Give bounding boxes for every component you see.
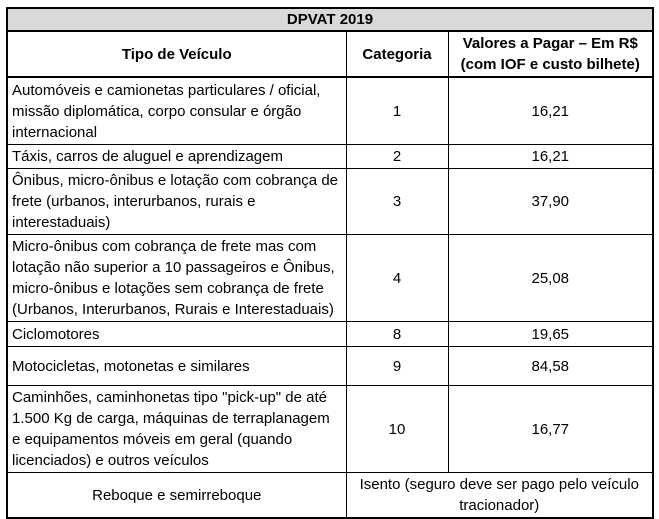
category-cell: 2 xyxy=(346,145,448,169)
category-cell: 4 xyxy=(346,235,448,322)
table-row-onibus xyxy=(7,169,653,235)
vehicle-type-cell: Táxis, carros de aluguel e aprendizagem xyxy=(7,145,346,169)
value-cell: 84,58 xyxy=(448,347,653,386)
column-header-categoria: Categoria xyxy=(346,31,448,77)
category-cell: 1 xyxy=(346,77,448,145)
vehicle-type-cell: Caminhões, caminhonetas tipo "pick-up" de até 1.500 Kg de carga, máquinas de terraplanagem e equipamentos móveis em geral (quando licenciados) e outros veículos xyxy=(7,386,346,473)
vehicle-type-cell: Ônibus, micro-ônibus e lotação com cobrança de frete (urbanos, interurbanos, rurais e interestaduais) xyxy=(7,169,346,235)
category-cell: 9 xyxy=(346,347,448,386)
table-header-row xyxy=(7,31,653,77)
vehicle-type-cell: Automóveis e camionetas particulares / oficial, missão diplomática, corpo consular e órgão internacional xyxy=(7,77,346,145)
table-row-ciclomotores xyxy=(7,322,653,347)
table-row-reboque xyxy=(7,473,653,519)
table-row-automoveis xyxy=(7,77,653,145)
table-row-micro-onibus xyxy=(7,235,653,322)
category-cell: 10 xyxy=(346,386,448,473)
vehicle-type-cell: Micro-ônibus com cobrança de frete mas com lotação não superior a 10 passageiros e Ônibus, micro-ônibus e lotações sem cobrança de frete (Urbanos, Interurbanos, Rurais e Interestaduais) xyxy=(7,235,346,322)
table-title-row xyxy=(7,8,653,31)
table-title: DPVAT 2019 xyxy=(7,8,653,31)
value-cell: 25,08 xyxy=(448,235,653,322)
column-header-valores: Valores a Pagar – Em R$ (com IOF e custo bilhete) xyxy=(448,31,653,77)
category-cell: 8 xyxy=(346,322,448,347)
category-cell: 3 xyxy=(346,169,448,235)
value-cell: 16,21 xyxy=(448,77,653,145)
value-cell: 19,65 xyxy=(448,322,653,347)
vehicle-type-cell: Ciclomotores xyxy=(7,322,346,347)
table-row-taxis xyxy=(7,145,653,169)
table-row-motocicletas xyxy=(7,347,653,386)
value-cell: 16,77 xyxy=(448,386,653,473)
value-cell: 16,21 xyxy=(448,145,653,169)
vehicle-type-cell: Reboque e semirreboque xyxy=(7,473,346,519)
table-row-caminhoes xyxy=(7,386,653,473)
dpvat-2019-table xyxy=(6,7,654,519)
column-header-tipo-de-veiculo: Tipo de Veículo xyxy=(7,31,346,77)
vehicle-type-cell: Motocicletas, motonetas e similares xyxy=(7,347,346,386)
exempt-note-cell: Isento (seguro deve ser pago pelo veículo tracionador) xyxy=(346,473,653,519)
value-cell: 37,90 xyxy=(448,169,653,235)
